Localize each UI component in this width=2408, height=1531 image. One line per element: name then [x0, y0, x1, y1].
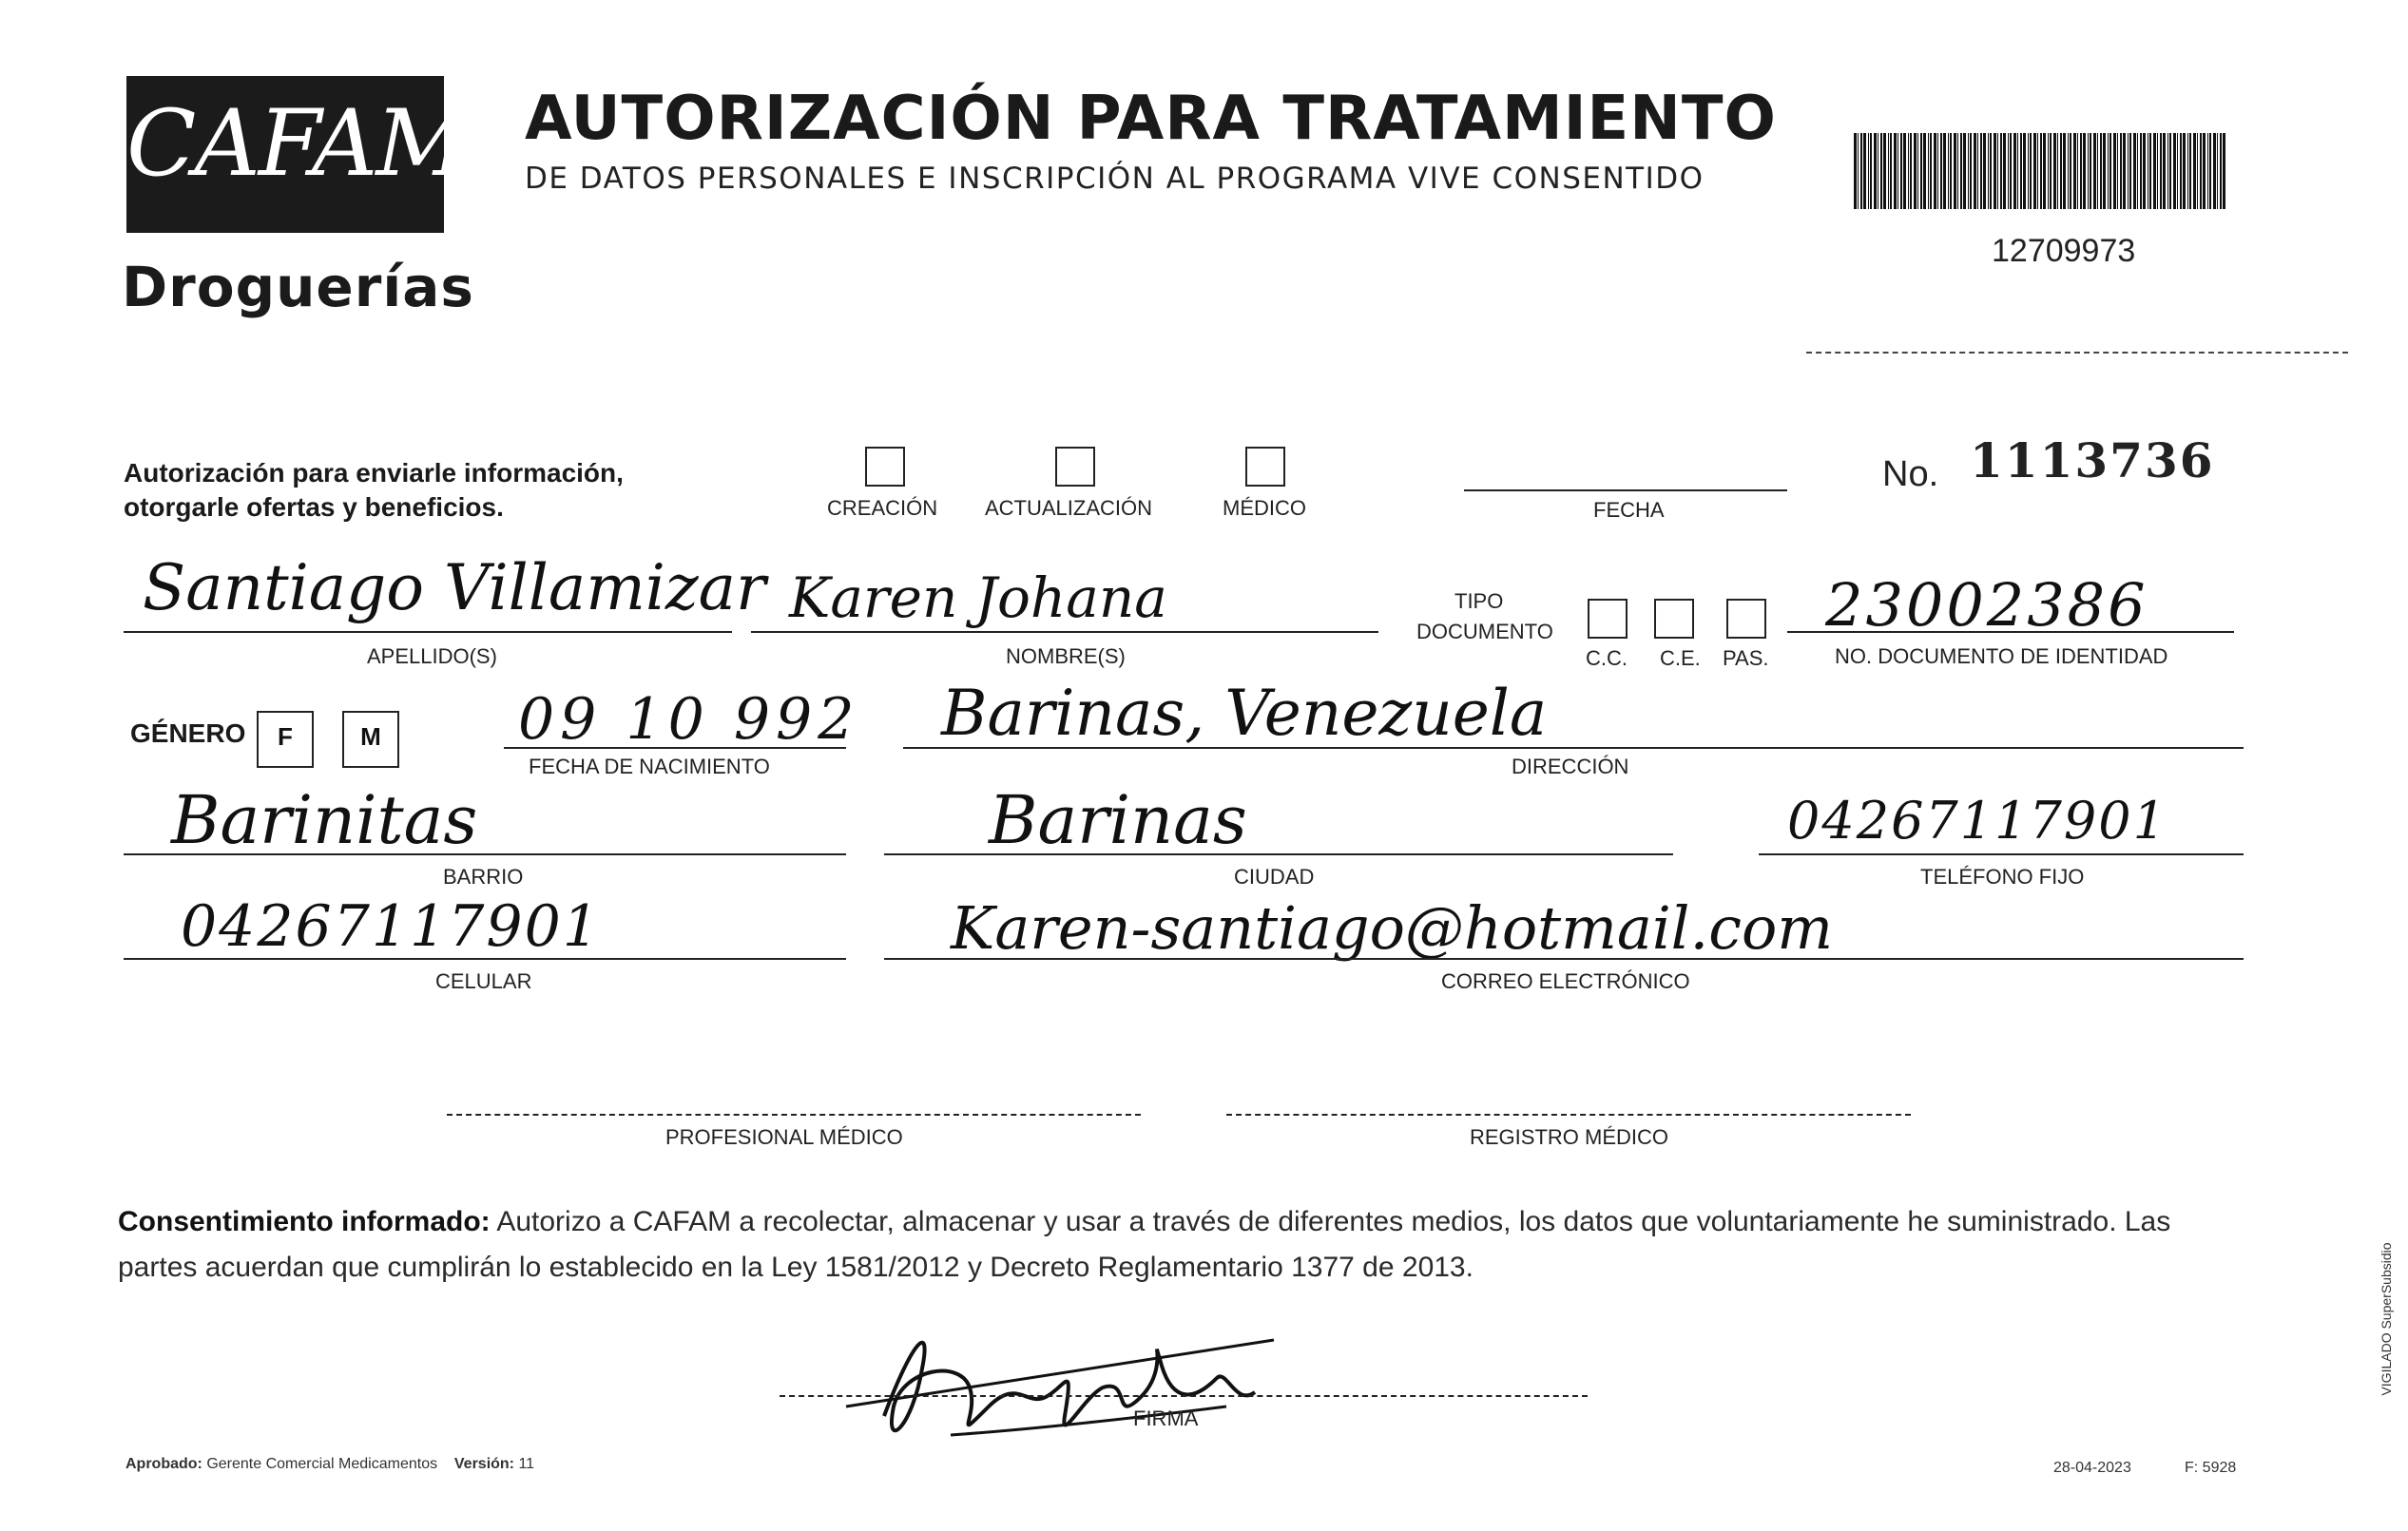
- number-label: No.: [1882, 454, 1939, 494]
- firma-line: [780, 1395, 1588, 1397]
- label-actualizacion: ACTUALIZACIÓN: [985, 496, 1153, 520]
- barcode-bar: [2068, 133, 2069, 209]
- direccion-line: [903, 747, 2244, 749]
- barcode-bar: [2123, 133, 2126, 209]
- correo-value: Karen-santiago@hotmail.com: [951, 893, 1834, 963]
- barcode-bar: [1900, 133, 1902, 209]
- barcode-bar: [1990, 133, 1992, 209]
- document-title: AUTORIZACIÓN PARA TRATAMIENTO: [525, 84, 1777, 154]
- barcode-bar: [1928, 133, 1929, 209]
- telefono-value: 04267117901: [1787, 791, 2167, 851]
- ciudad-value: Barinas: [989, 781, 1247, 859]
- barcode-bar: [1970, 133, 1972, 209]
- barcode-bar: [2050, 133, 2052, 209]
- label-no-documento: NO. DOCUMENTO DE IDENTIDAD: [1835, 644, 2168, 668]
- barcode-bar: [1908, 133, 1909, 209]
- label-fecha: FECHA: [1593, 498, 1665, 522]
- ciudad-line: [884, 853, 1673, 855]
- footer-aprobado: [125, 1456, 534, 1473]
- barcode-bar: [1968, 133, 1969, 209]
- label-cc: C.C.: [1586, 646, 1628, 670]
- barcode-bar: [2200, 133, 2202, 209]
- barcode-bar: [2193, 133, 2196, 209]
- barcode-bar: [1997, 133, 1998, 209]
- barcode-bar: [2020, 133, 2022, 209]
- aprobado-value: Gerente Comercial Medicamentos: [206, 1456, 438, 1472]
- barcode-bar: [1868, 133, 1869, 209]
- side-stamp: VIGILADO SuperSubsidio: [2379, 1242, 2394, 1396]
- barcode: [1854, 133, 2229, 209]
- barcode-bar: [1917, 133, 1918, 209]
- barcode-bar: [2213, 133, 2216, 209]
- barcode-bar: [2093, 133, 2096, 209]
- barcode-bar: [1920, 133, 1922, 209]
- barcode-bar: [2040, 133, 2042, 209]
- barcode-bar: [1880, 133, 1882, 209]
- barcode-bar: [2207, 133, 2208, 209]
- label-creacion: CREACIÓN: [827, 496, 938, 520]
- barcode-bar: [2060, 133, 2062, 209]
- barcode-bar: [1980, 133, 1982, 209]
- barcode-bar: [2083, 133, 2086, 209]
- barcode-bar: [1950, 133, 1952, 209]
- consent-text: Autorizo a CAFAM a recolectar, almacenar y usar a través de diferentes medios, los datos que voluntariamente he suministrado. Las partes acuerdan que cumplirán lo establecido en la Ley 1581/2012 y Decreto Reglamentario 1377 de 2013.: [118, 1206, 2171, 1283]
- barcode-bar: [2137, 133, 2138, 209]
- barcode-bar: [1948, 133, 1949, 209]
- apellidos-value: Santiago Villamizar: [143, 551, 766, 624]
- logo-text: CAFAM: [126, 90, 468, 197]
- barcode-bar: [2187, 133, 2188, 209]
- barcode-bar: [2163, 133, 2166, 209]
- barcode-bar: [1960, 133, 1962, 209]
- barcode-bar: [2217, 133, 2218, 209]
- fecha-line: [1464, 489, 1787, 491]
- barcode-bar: [2053, 133, 2056, 209]
- checkbox-pas[interactable]: [1726, 599, 1766, 639]
- label-apellidos: APELLIDO(S): [367, 644, 497, 668]
- barcode-bar: [2090, 133, 2091, 209]
- barcode-bar: [2113, 133, 2116, 209]
- barcode-bar: [2108, 133, 2109, 209]
- label-correo: CORREO ELECTRÓNICO: [1441, 969, 1690, 993]
- label-ce: C.E.: [1660, 646, 1701, 670]
- barcode-bar: [1883, 133, 1886, 209]
- barcode-bar: [2220, 133, 2222, 209]
- label-ciudad: CIUDAD: [1234, 865, 1315, 889]
- barcode-bar: [2097, 133, 2098, 209]
- label-genero: GÉNERO: [130, 718, 246, 748]
- barcode-bar: [2103, 133, 2106, 209]
- label-registro: REGISTRO MÉDICO: [1470, 1125, 1669, 1149]
- signature: [827, 1302, 1283, 1464]
- barrio-value: Barinitas: [171, 781, 478, 859]
- checkbox-actualizacion[interactable]: [1055, 447, 1095, 487]
- barcode-bar: [1923, 133, 1926, 209]
- direccion-value: Barinas, Venezuela: [941, 677, 1548, 750]
- barcode-bar: [2070, 133, 2071, 209]
- profesional-line: [447, 1114, 1141, 1116]
- barcode-bar: [1870, 133, 1872, 209]
- version-label: Versión:: [453, 1456, 515, 1472]
- label-direccion: DIRECCIÓN: [1512, 755, 1629, 778]
- barcode-bar: [1863, 133, 1866, 209]
- aprobado-label: Aprobado:: [125, 1456, 202, 1472]
- celular-line: [124, 958, 846, 960]
- barcode-bar: [2008, 133, 2009, 209]
- barcode-bar: [1937, 133, 1938, 209]
- barcode-bar: [2143, 133, 2146, 209]
- label-tipo: TIPO: [1454, 589, 1504, 613]
- label-genero-f: F: [278, 722, 293, 751]
- barcode-bar: [2057, 133, 2058, 209]
- correo-line: [884, 958, 2244, 960]
- barcode-bar: [2189, 133, 2191, 209]
- barcode-bar: [2017, 133, 2018, 209]
- barcode-bar: [1894, 133, 1897, 209]
- barcode-bar: [2180, 133, 2182, 209]
- barcode-bar: [2100, 133, 2102, 209]
- barcode-bar: [1910, 133, 1912, 209]
- barcode-bar: [1874, 133, 1877, 209]
- barcode-bar: [2013, 133, 2016, 209]
- barcode-bar: [2073, 133, 2076, 209]
- barcode-bar: [1954, 133, 1956, 209]
- barcode-bar: [2167, 133, 2168, 209]
- barcode-bar: [2177, 133, 2178, 209]
- barcode-bar: [2033, 133, 2036, 209]
- nombres-value: Karen Johana: [789, 565, 1167, 630]
- barcode-bar: [1854, 133, 1857, 209]
- barcode-bar: [2140, 133, 2142, 209]
- footer-date: 28-04-2023: [2053, 1460, 2131, 1476]
- barcode-bar: [1914, 133, 1917, 209]
- barcode-bar: [1890, 133, 1892, 209]
- barcode-bar: [2028, 133, 2029, 209]
- version-value: 11: [518, 1456, 535, 1472]
- checkbox-creacion[interactable]: [865, 447, 905, 487]
- barcode-bar: [2169, 133, 2171, 209]
- barcode-bar: [1994, 133, 1996, 209]
- barcode-bar: [1963, 133, 1966, 209]
- label-documento: DOCUMENTO: [1416, 620, 1553, 643]
- authorization-text-2: otorgarle ofertas y beneficios.: [124, 492, 504, 522]
- barcode-bar: [2209, 133, 2211, 209]
- barcode-bar: [1934, 133, 1936, 209]
- label-celular: CELULAR: [435, 969, 532, 993]
- barcode-bar: [1988, 133, 1989, 209]
- barcode-bar: [1930, 133, 1932, 209]
- barcode-bar: [1940, 133, 1942, 209]
- barcode-bar: [2149, 133, 2151, 209]
- barcode-bar: [2183, 133, 2186, 209]
- label-telefono: TELÉFONO FIJO: [1920, 865, 2085, 889]
- barcode-bar: [2003, 133, 2006, 209]
- label-pas: PAS.: [1723, 646, 1769, 670]
- barcode-bar: [2128, 133, 2129, 209]
- barcode-bar: [2223, 133, 2225, 209]
- barcode-bar: [2030, 133, 2032, 209]
- barcode-bar: [2077, 133, 2078, 209]
- barcode-bar: [1858, 133, 1859, 209]
- barcode-bar: [2088, 133, 2089, 209]
- barcode-bar: [1903, 133, 1906, 209]
- barcode-bar: [2133, 133, 2136, 209]
- label-barrio: BARRIO: [443, 865, 524, 889]
- barcode-bar: [2048, 133, 2049, 209]
- barcode-bar: [2160, 133, 2162, 209]
- logo-subtitle: Droguerías: [122, 255, 474, 319]
- barcode-bar: [2109, 133, 2111, 209]
- barcode-bar: [2173, 133, 2176, 209]
- fecha-nacimiento-line: [504, 747, 846, 749]
- barcode-bar: [1888, 133, 1889, 209]
- footer-code: F: 5928: [2185, 1460, 2237, 1476]
- barcode-bar: [2203, 133, 2206, 209]
- barcode-bar: [1943, 133, 1946, 209]
- label-genero-m: M: [360, 722, 381, 751]
- registro-line: [1226, 1114, 1911, 1116]
- barcode-bar: [2129, 133, 2131, 209]
- barcode-bar: [2000, 133, 2002, 209]
- separator-line: [1806, 352, 2348, 354]
- barcode-bar: [2157, 133, 2158, 209]
- checkbox-cc[interactable]: [1588, 599, 1628, 639]
- barcode-bar: [1983, 133, 1986, 209]
- barcode-bar: [2037, 133, 2038, 209]
- label-fecha-nacimiento: FECHA DE NACIMIENTO: [529, 755, 770, 778]
- barcode-bar: [1860, 133, 1862, 209]
- documento-value: 23002386: [1825, 570, 2148, 640]
- consent-paragraph: [118, 1199, 2247, 1291]
- barcode-bar: [2197, 133, 2198, 209]
- label-nombres: NOMBRE(S): [1006, 644, 1126, 668]
- checkbox-medico[interactable]: [1245, 447, 1285, 487]
- authorization-text-1: Autorización para enviarle información,: [124, 458, 624, 488]
- barcode-bar: [1977, 133, 1978, 209]
- fecha-nacimiento-value: 09 10 992: [518, 686, 860, 753]
- barcode-bar: [2117, 133, 2118, 209]
- celular-value: 04267117901: [181, 893, 601, 960]
- barcode-bar: [2153, 133, 2156, 209]
- form-number: 1113736: [1970, 432, 2215, 488]
- barcode-bar: [2120, 133, 2122, 209]
- barcode-bar: [2063, 133, 2066, 209]
- telefono-line: [1759, 853, 2244, 855]
- label-profesional: PROFESIONAL MÉDICO: [665, 1125, 903, 1149]
- barcode-bar: [2043, 133, 2046, 209]
- barcode-bar: [2010, 133, 2012, 209]
- barcode-number: 12709973: [1992, 233, 2136, 269]
- barcode-bar: [1974, 133, 1976, 209]
- barrio-line: [124, 853, 846, 855]
- barcode-bar: [2023, 133, 2026, 209]
- consent-heading: Consentimiento informado:: [118, 1206, 491, 1237]
- checkbox-ce[interactable]: [1654, 599, 1694, 639]
- nombres-line: [751, 631, 1378, 633]
- document-subtitle: DE DATOS PERSONALES E INSCRIPCIÓN AL PROGRAMA VIVE CONSENTIDO: [525, 162, 1705, 196]
- documento-line: [1787, 631, 2234, 633]
- label-medico: MÉDICO: [1223, 496, 1306, 520]
- barcode-bar: [2080, 133, 2082, 209]
- apellidos-line: [124, 631, 732, 633]
- barcode-bar: [1957, 133, 1958, 209]
- label-firma: FIRMA: [1133, 1407, 1199, 1430]
